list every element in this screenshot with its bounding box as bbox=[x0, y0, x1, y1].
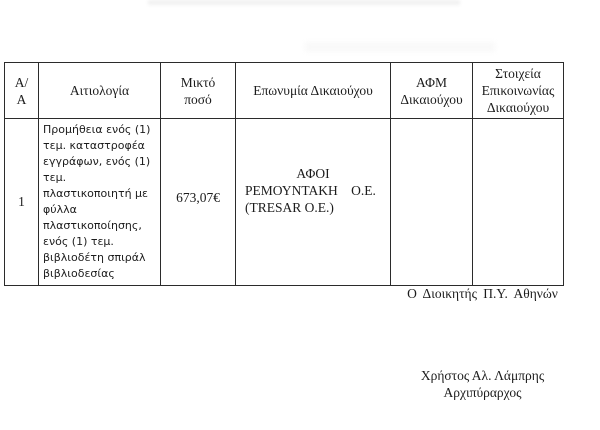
beneficiary-name-line: (TRESAR Ο.Ε.) bbox=[245, 199, 334, 215]
table-header-row bbox=[5, 63, 564, 119]
cell-reason: Προμήθεια ενός (1) τεμ. καταστροφέα εγγράφων, ενός (1) τεμ. πλαστικοποιητή με φύλλα πλαστικοποίησης, ενός (1) τεμ. βιβλιοδέτη σπιράλ βιβλιοδεσίας bbox=[39, 119, 161, 286]
expense-table bbox=[4, 62, 564, 286]
header-beneficiary-contact: Στοιχεία Επικοινωνίας Δικαιούχου bbox=[473, 63, 564, 119]
scan-artifact-top bbox=[148, 0, 460, 5]
cell-contact bbox=[473, 119, 564, 286]
signatory-rank: Αρχιπύραρχος bbox=[443, 385, 522, 400]
signatory-title: Ο Διοικητής Π.Υ. Αθηνών bbox=[407, 286, 558, 301]
header-beneficiary-afm: ΑΦΜ Δικαιούχου bbox=[391, 63, 473, 119]
cell-afm bbox=[391, 119, 473, 286]
beneficiary-name-line: ΑΦΟΙ bbox=[296, 165, 330, 181]
signature-block bbox=[370, 367, 595, 401]
cell-aa: 1 bbox=[5, 119, 39, 286]
header-reason: Αιτιολογία bbox=[39, 63, 161, 119]
table-row bbox=[5, 119, 564, 286]
header-gross-amount: Μικτό ποσό bbox=[161, 63, 236, 119]
cell-beneficiary-name bbox=[236, 119, 391, 286]
scan-artifact-right bbox=[305, 42, 495, 52]
header-aa: Α/Α bbox=[5, 63, 39, 119]
cell-gross-amount: 673,07€ bbox=[161, 119, 236, 286]
signatory-name: Χρήστος Αλ. Λάμπρης bbox=[420, 368, 545, 383]
header-beneficiary-name: Επωνυμία Δικαιούχου bbox=[236, 63, 391, 119]
beneficiary-name-line: ΡΕΜΟΥΝΤΑΚΗ Ο.Ε. bbox=[245, 182, 376, 198]
